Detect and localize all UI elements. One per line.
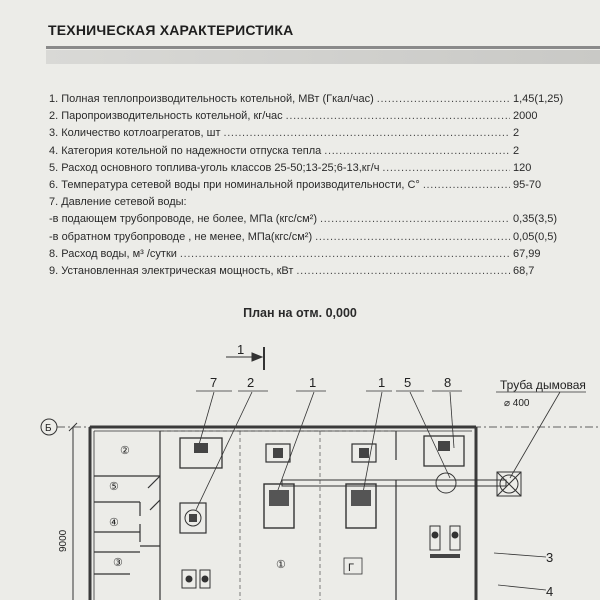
floor-plan-drawing (0, 330, 600, 600)
dimension-label: 9000 (58, 529, 69, 552)
callout-labels (210, 375, 451, 390)
spec-row (49, 194, 569, 211)
spec-label: 5. Расход основного топлива-уголь классов 25-50;13-25;6-13,кг/ч (49, 161, 380, 174)
room-number: ① (276, 559, 286, 571)
title-rule (46, 46, 600, 49)
spec-value: 2 (513, 144, 520, 157)
spec-label: 8. Расход воды, м³ /сутки (49, 247, 177, 260)
spec-row (49, 246, 569, 263)
equipment-2 (180, 503, 206, 533)
spec-label: 1. Полная теплопроизводительность котельной, МВт (Гкал/час) (49, 93, 374, 105)
callout-label: 1 (309, 375, 317, 390)
section-title: ТЕХНИЧЕСКАЯ ХАРАКТЕРИСТИКА (48, 22, 294, 38)
leader-dots (286, 108, 510, 125)
chimney (497, 472, 521, 496)
chimney-diameter: ⌀ 400 (504, 398, 530, 409)
spec-value: 1,45(1,25) (513, 93, 564, 105)
spec-label: 6. Температура сетевой воды при номинальной производительности, С° (49, 179, 420, 192)
equipment-8 (424, 436, 464, 466)
spec-label: 3. Количество котлоагрегатов, шт (49, 127, 221, 140)
spec-label: 2. Паропроизводительность котельной, кг/час (49, 110, 283, 123)
room-number: ④ (109, 517, 119, 529)
callout-label: 5 (404, 375, 412, 390)
room-letter: Г (348, 562, 354, 574)
small-equipment (182, 570, 210, 588)
spec-row (49, 263, 569, 280)
spec-label: -в подающем трубопроводе, не более, МПа (кгс/см²) (49, 213, 317, 226)
interior-partitions (94, 431, 396, 600)
spec-label: -в обратном трубопроводе , не менее, МПа(кгс/см²) (49, 230, 313, 243)
spec-label: 9. Установленная электрическая мощность, кВт (49, 265, 294, 278)
spec-value: 2000 (513, 110, 538, 123)
spec-row (49, 229, 569, 246)
leader-dots (296, 263, 510, 280)
spec-row (49, 91, 569, 108)
spec-list (49, 91, 569, 280)
leader-dots (324, 143, 510, 160)
spec-label: 7. Давление сетевой воды: (49, 196, 187, 209)
leader-dots (180, 246, 510, 263)
spec-row (49, 211, 569, 228)
spec-row (49, 125, 569, 142)
spec-value: 68,7 (513, 265, 535, 278)
title-band (46, 50, 600, 64)
spec-value: 0,35(3,5) (513, 213, 558, 226)
leader-dots (423, 177, 510, 194)
leader-dots (320, 211, 510, 228)
leader-dots (224, 125, 511, 142)
equipment-7 (180, 438, 222, 468)
spec-row (49, 177, 569, 194)
dimension-9000 (58, 423, 77, 600)
callout-label: 4 (546, 584, 554, 599)
spec-value: 67,99 (513, 247, 541, 260)
spec-row (49, 108, 569, 125)
callout-label: 8 (444, 375, 452, 390)
spec-label: 4. Категория котельной по надежности отпуска тепла (49, 144, 322, 157)
section-marker-label: 1 (237, 342, 245, 357)
leader-dots (382, 160, 510, 177)
callout-label: 1 (378, 375, 386, 390)
spec-value: 95-70 (513, 179, 542, 192)
room-number: ② (120, 445, 130, 457)
axis-label: Б (45, 423, 52, 434)
plan-title: План на отм. 0,000 (243, 306, 357, 320)
leader-dots (377, 91, 510, 108)
leader-lines (196, 392, 560, 590)
chimney-label: Труба дымовая (500, 378, 586, 392)
spec-value: 2 (513, 127, 520, 140)
callout-label: 7 (210, 375, 218, 390)
room-number: ③ (113, 557, 123, 569)
callout-label: 3 (546, 550, 554, 565)
section-marker (226, 342, 264, 370)
pumps-3 (430, 526, 460, 558)
spec-row (49, 160, 569, 177)
room-number: ⑤ (109, 481, 119, 493)
callout-label: 2 (247, 375, 255, 390)
leader-dots (315, 229, 510, 246)
spec-row (49, 143, 569, 160)
spec-value: 120 (513, 161, 532, 174)
spec-value: 0,05(0,5) (513, 230, 558, 243)
smoke-duct (282, 473, 506, 493)
